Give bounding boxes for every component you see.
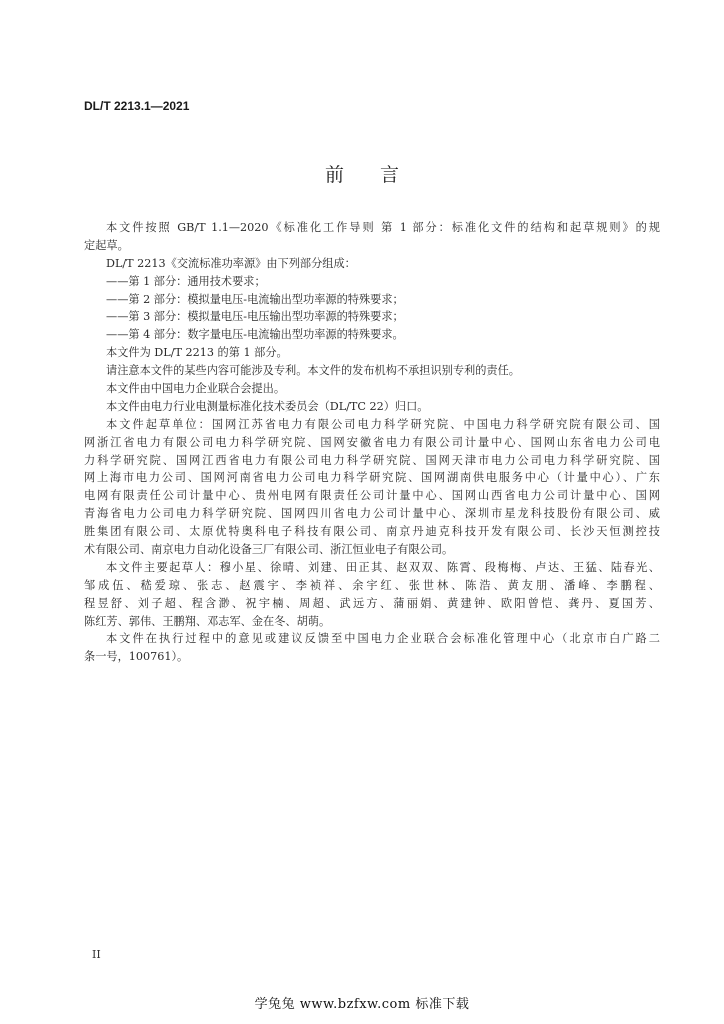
paragraph-line: 邹成伍、嵇爱琼、张志、赵震宇、李祯祥、余宇红、张世林、陈浩、黄友朋、潘峰、李鹏程、 bbox=[84, 578, 660, 592]
watermark-link[interactable]: 学兔兔 www.bzfxw.com 标准下载 bbox=[254, 997, 470, 1012]
page-title: 前言 bbox=[324, 164, 435, 186]
paragraph-line: 条一号，100761）。 bbox=[84, 650, 189, 664]
paragraph-line: 网浙江省电力有限公司电力科学研究院、国网安徽省电力有限公司计量中心、国网山东省电力公司电 bbox=[84, 435, 660, 449]
paragraph-line: 定起草。 bbox=[84, 238, 129, 252]
list-item: ——第 3 部分：模拟量电压-电压输出型功率源的特殊要求； bbox=[106, 310, 404, 324]
paragraph-line: 力科学研究院、国网江西省电力有限公司电力科学研究院、国网天津市电力公司电力科学研究院、国 bbox=[84, 453, 660, 467]
paragraph-line: 本文件起草单位：国网江苏省电力有限公司电力科学研究院、中国电力科学研究院有限公司、国 bbox=[106, 417, 660, 431]
paragraph-line: 请注意本文件的某些内容可能涉及专利。本文件的发布机构不承担识别专利的责任。 bbox=[106, 364, 520, 378]
paragraph-line: 陈红芳、郭伟、王鹏翔、邓志军、金在冬、胡萌。 bbox=[84, 614, 331, 628]
foreword-body bbox=[84, 219, 660, 666]
list-item: ——第 4 部分：数字量电压-电流输出型功率源的特殊要求。 bbox=[106, 328, 404, 342]
paragraph-line: 胜集团有限公司、太原优特奥科电子科技有限公司、南京丹迪克科技开发有限公司、长沙天恒测控技 bbox=[84, 525, 660, 539]
paragraph-line: 网上海市电力公司、国网河南省电力公司电力科学研究院、国网湖南供电服务中心（计量中心）、广东 bbox=[84, 471, 660, 485]
paragraph-line: 程昱舒、刘子超、程含渺、祝宇楠、周超、武远方、蒲丽娟、黄建钟、欧阳曾恺、龚丹、夏国芳、 bbox=[84, 596, 660, 610]
paragraph-line: 本文件主要起草人：穆小星、徐晴、刘建、田正其、赵双双、陈霄、段梅梅、卢达、王猛、陆春光、 bbox=[106, 560, 660, 574]
paragraph-line: DL/T 2213《交流标准功率源》由下列部分组成： bbox=[106, 256, 356, 270]
page-number: II bbox=[92, 948, 101, 961]
list-item: ——第 2 部分：模拟量电压-电流输出型功率源的特殊要求； bbox=[106, 292, 404, 306]
paragraph-line: 本文件为 DL/T 2213 的第 1 部分。 bbox=[106, 346, 288, 360]
document-code: DL/T 2213.1—2021 bbox=[84, 99, 190, 113]
paragraph-line: 青海省电力公司电力科学研究院、国网四川省电力公司计量中心、深圳市星龙科技股份有限公司、威 bbox=[84, 507, 660, 521]
paragraph-line: 本文件由中国电力企业联合会提出。 bbox=[106, 382, 286, 396]
paragraph-line: 本文件由电力行业电测量标准化技术委员会（DL/TC 22）归口。 bbox=[106, 399, 429, 413]
paragraph-line: 本文件按照 GB/T 1.1—2020《标准化工作导则 第 1 部分：标准化文件的结构和起草规则》的规 bbox=[106, 221, 660, 234]
list-item: ——第 1 部分：通用技术要求； bbox=[106, 274, 266, 288]
paragraph-line: 术有限公司、南京电力自动化设备三厂有限公司、浙江恒业电子有限公司。 bbox=[84, 543, 454, 557]
paragraph-line: 电网有限责任公司计量中心、贵州电网有限责任公司计量中心、国网山西省电力公司计量中心、国网 bbox=[84, 489, 660, 503]
paragraph-line: 本文件在执行过程中的意见或建议反馈至中国电力企业联合会标准化管理中心（北京市白广路二 bbox=[106, 632, 660, 646]
